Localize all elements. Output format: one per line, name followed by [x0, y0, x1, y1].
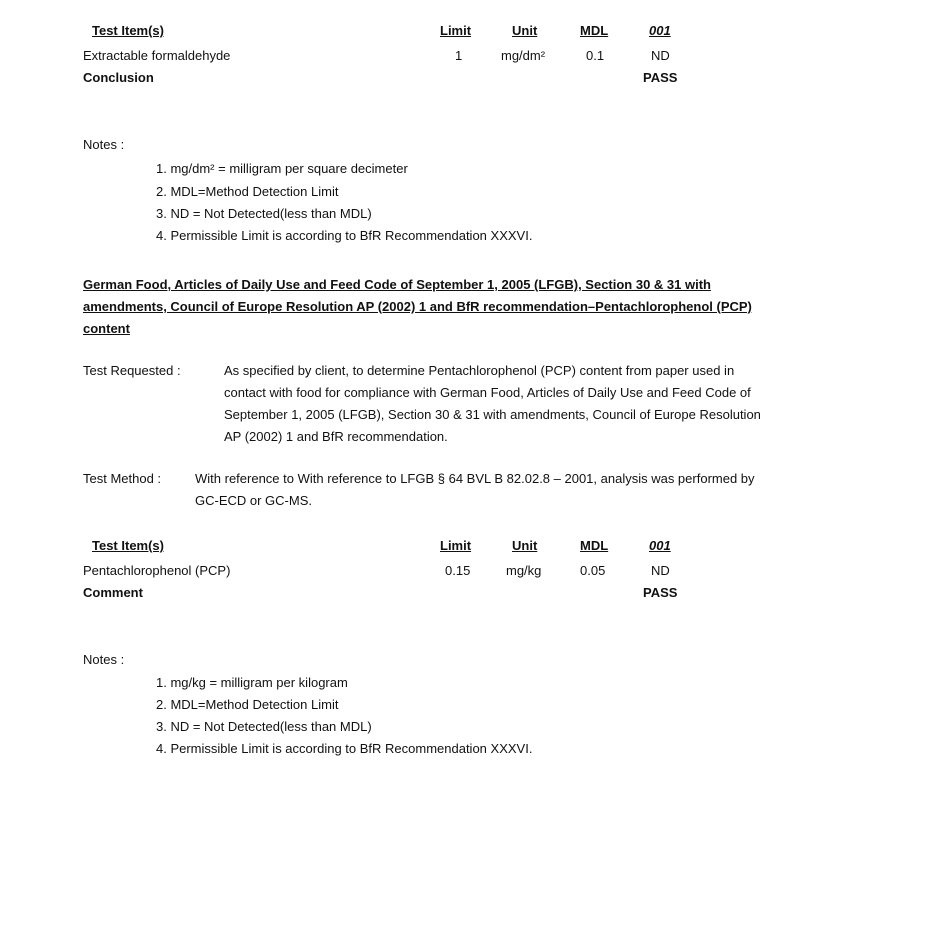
- table2-header-mdl: MDL: [580, 538, 609, 553]
- table2-header-limit: Limit: [440, 538, 472, 553]
- notes1-item: 1. mg/dm² = milligram per square decimeter: [156, 161, 408, 176]
- table2-row-unit: mg/kg: [506, 563, 542, 578]
- notes2-item: 3. ND = Not Detected(less than MDL): [156, 719, 372, 734]
- notes1-item: 4. Permissible Limit is according to BfR Recommendation XXXVI.: [156, 228, 533, 243]
- section2-title-line: content: [83, 321, 130, 336]
- test-requested-line: AP (2002) 1 and BfR recommendation.: [224, 429, 448, 444]
- table1-row-mdl: 0.1: [586, 48, 605, 63]
- test-requested-line: contact with food for compliance with German Food, Articles of Daily Use and Feed Code of: [224, 385, 751, 400]
- table2-comment-label: Comment: [83, 585, 143, 600]
- test-requested-line: September 1, 2005 (LFGB), Section 30 & 31 with amendments, Council of Europe Resolution: [224, 407, 761, 422]
- notes1-item: 3. ND = Not Detected(less than MDL): [156, 206, 372, 221]
- section2-title-line: German Food, Articles of Daily Use and Feed Code of September 1, 2005 (LFGB), Section 30 & 31 with: [83, 277, 711, 292]
- table1-row-sample: ND: [651, 48, 670, 63]
- table1-header-mdl: MDL: [580, 23, 609, 38]
- table1-header-unit: Unit: [512, 23, 538, 38]
- table1-header-item: Test Item(s): [92, 23, 164, 38]
- test-requested-label: Test Requested :: [83, 363, 181, 378]
- notes2-item: 1. mg/kg = milligram per kilogram: [156, 675, 348, 690]
- section2-title-line: amendments, Council of Europe Resolution AP (2002) 1 and BfR recommendation–Pentachlorophenol (PCP): [83, 299, 752, 314]
- table1-header-sample: 001: [649, 23, 671, 38]
- notes2-item: 4. Permissible Limit is according to BfR Recommendation XXXVI.: [156, 741, 533, 756]
- table2-row-limit: 0.15: [445, 563, 471, 578]
- table2-row-item: Pentachlorophenol (PCP): [83, 563, 231, 578]
- table1-row-unit: mg/dm²: [501, 48, 546, 63]
- table1-row-limit: 1: [455, 48, 463, 63]
- table2-comment-value: PASS: [643, 585, 678, 600]
- table1-row-item: Extractable formaldehyde: [83, 48, 231, 63]
- notes1-item: 2. MDL=Method Detection Limit: [156, 184, 339, 199]
- test-method-label: Test Method :: [83, 471, 162, 486]
- notes1-title: Notes :: [83, 137, 125, 152]
- test-requested-line: As specified by client, to determine Pentachlorophenol (PCP) content from paper used in: [224, 363, 735, 378]
- table1-conclusion-value: PASS: [643, 70, 678, 85]
- table2-row-mdl: 0.05: [580, 563, 606, 578]
- table1-header-limit: Limit: [440, 23, 472, 38]
- table1-conclusion-label: Conclusion: [83, 70, 154, 85]
- notes2-title: Notes :: [83, 652, 125, 667]
- test-method-line: GC-ECD or GC-MS.: [195, 493, 312, 508]
- test-method-line: With reference to With reference to LFGB § 64 BVL B 82.02.8 – 2001, analysis was performed by: [195, 471, 755, 486]
- table2-row-sample: ND: [651, 563, 670, 578]
- table2-header-sample: 001: [649, 538, 671, 553]
- table2-header-unit: Unit: [512, 538, 538, 553]
- notes2-item: 2. MDL=Method Detection Limit: [156, 697, 339, 712]
- table2-header-item: Test Item(s): [92, 538, 164, 553]
